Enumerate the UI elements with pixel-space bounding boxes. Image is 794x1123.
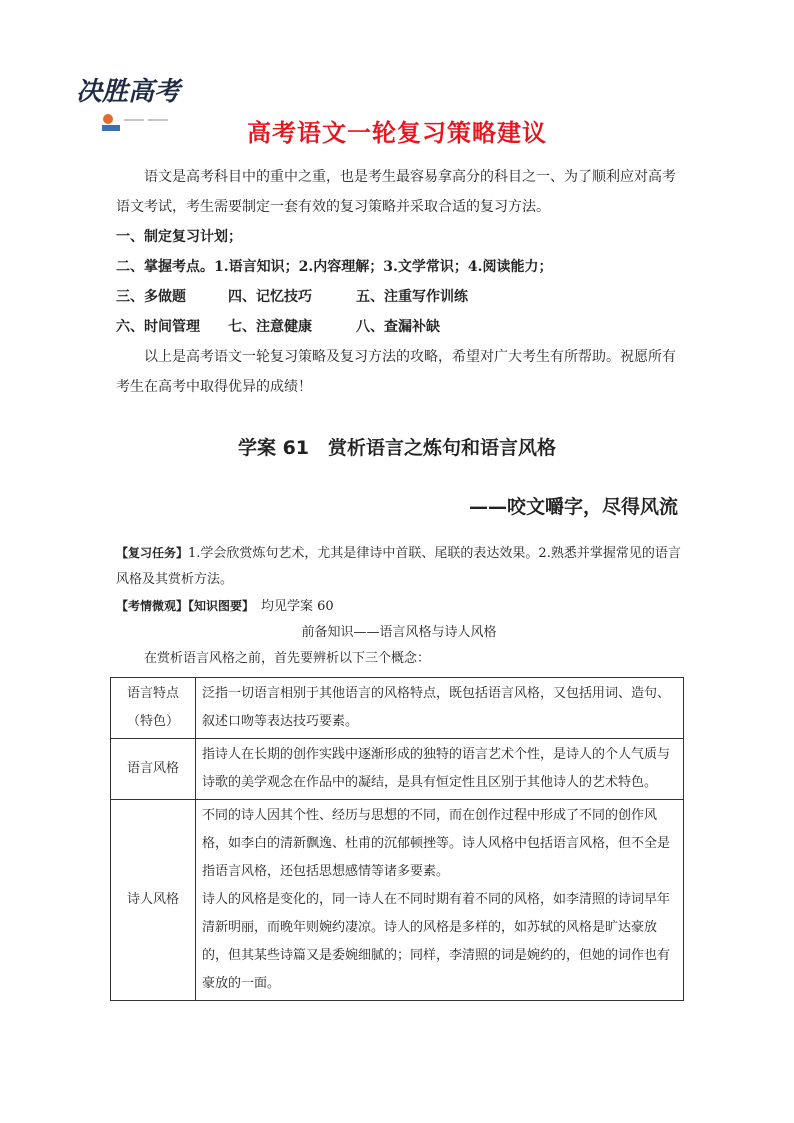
lesson-title: 学案 61 赏析语言之炼句和语言风格 — [237, 437, 557, 459]
strategy-item-6: 六、时间管理 — [116, 319, 200, 335]
strategy-row-3 — [116, 282, 682, 312]
pre-knowledge-title: 前备知识——语言风格与诗人风格 — [301, 625, 497, 640]
exam-info-tag: 【考情微观】【知识图要】 — [116, 599, 249, 613]
definition-paragraph: 诗人的风格是变化的，同一诗人在不同时期有着不同的风格，如李清照的诗词早年清新明丽，而晚年则婉约凄凉。诗人的风格是多样的，如苏轼的风格是旷达豪放的，但其某些诗篇又是委婉细腻的；同样，李清照的词是婉约的，但她的词作也有豪放的一面。 — [202, 892, 671, 991]
term-cell: 诗人风格 — [111, 800, 196, 1001]
strategy-item-7: 七、注意健康 — [228, 319, 312, 335]
review-task-text: 1.学会欣赏炼句艺术，尤其是律诗中首联、尾联的表达效果。2.熟悉并掌握常见的语言风格及其赏析方法。 — [116, 546, 681, 587]
strategy-item-8: 八、查漏补缺 — [356, 319, 440, 335]
intro-section — [116, 162, 682, 402]
intro-paragraph: 语文是高考科目中的重中之重，也是考生最容易拿高分的科目之一、为了顺利应对高考语文考试，考生需要制定一套有效的复习策略并采取合适的复习方法。 — [116, 169, 676, 215]
logo-text: 决胜高考 — [76, 77, 181, 107]
strategy-item-5: 五、注重写作训练 — [356, 289, 468, 305]
concepts-table — [110, 677, 684, 1001]
task-section — [116, 540, 682, 672]
definition-paragraph: 不同的诗人因其个性、经历与思想的不同，而在创作过程中形成了不同的创作风格，如李白的清新飘逸、杜甫的沉郁顿挫等。诗人风格中包括语言风格，但不全是指语言风格，还包括思想感情等诸多要素。 — [202, 808, 671, 879]
strategy-row-4 — [116, 312, 682, 342]
table-row — [111, 678, 684, 739]
strategy-item-1: 一、制定复习计划； — [116, 229, 242, 245]
exam-info-text: 均见学案 60 — [261, 599, 334, 614]
definition-cell: 泛指一切语言相别于其他语言的风格特点，既包括语言风格，又包括用词、造句、叙述口吻等表达技巧要素。 — [196, 678, 684, 739]
page-title: 高考语文一轮复习策略建议 — [247, 119, 547, 147]
lesson-subtitle: ——咬文嚼字，尽得风流 — [468, 496, 678, 518]
concepts-intro: 在赏析语言风格之前，首先要辨析以下三个概念： — [144, 651, 431, 666]
review-task — [116, 540, 682, 593]
strategy-item-4: 四、记忆技巧 — [228, 289, 312, 305]
strategy-item-3: 三、多做题 — [116, 289, 186, 305]
table-row — [111, 739, 684, 800]
strategy-item-2: 二、掌握考点。1.语言知识；2.内容理解；3.文学常识；4.阅读能力； — [116, 259, 553, 275]
definition-cell: 指诗人在长期的创作实践中逐渐形成的独特的语言艺术个性，是诗人的个人气质与诗歌的美学观念在作品中的凝结，是具有恒定性且区别于其他诗人的艺术特色。 — [196, 739, 684, 800]
definition-cell — [196, 800, 684, 1001]
table-row — [111, 800, 684, 1001]
exam-info — [116, 593, 682, 620]
term-cell: 语言特点（特色） — [111, 678, 196, 739]
term-cell: 语言风格 — [111, 739, 196, 800]
review-task-tag: 【复习任务】 — [116, 546, 189, 560]
closing-paragraph: 以上是高考语文一轮复习策略及复习方法的攻略，希望对广大考生有所帮助。祝愿所有考生在高考中取得优异的成绩！ — [116, 349, 676, 395]
